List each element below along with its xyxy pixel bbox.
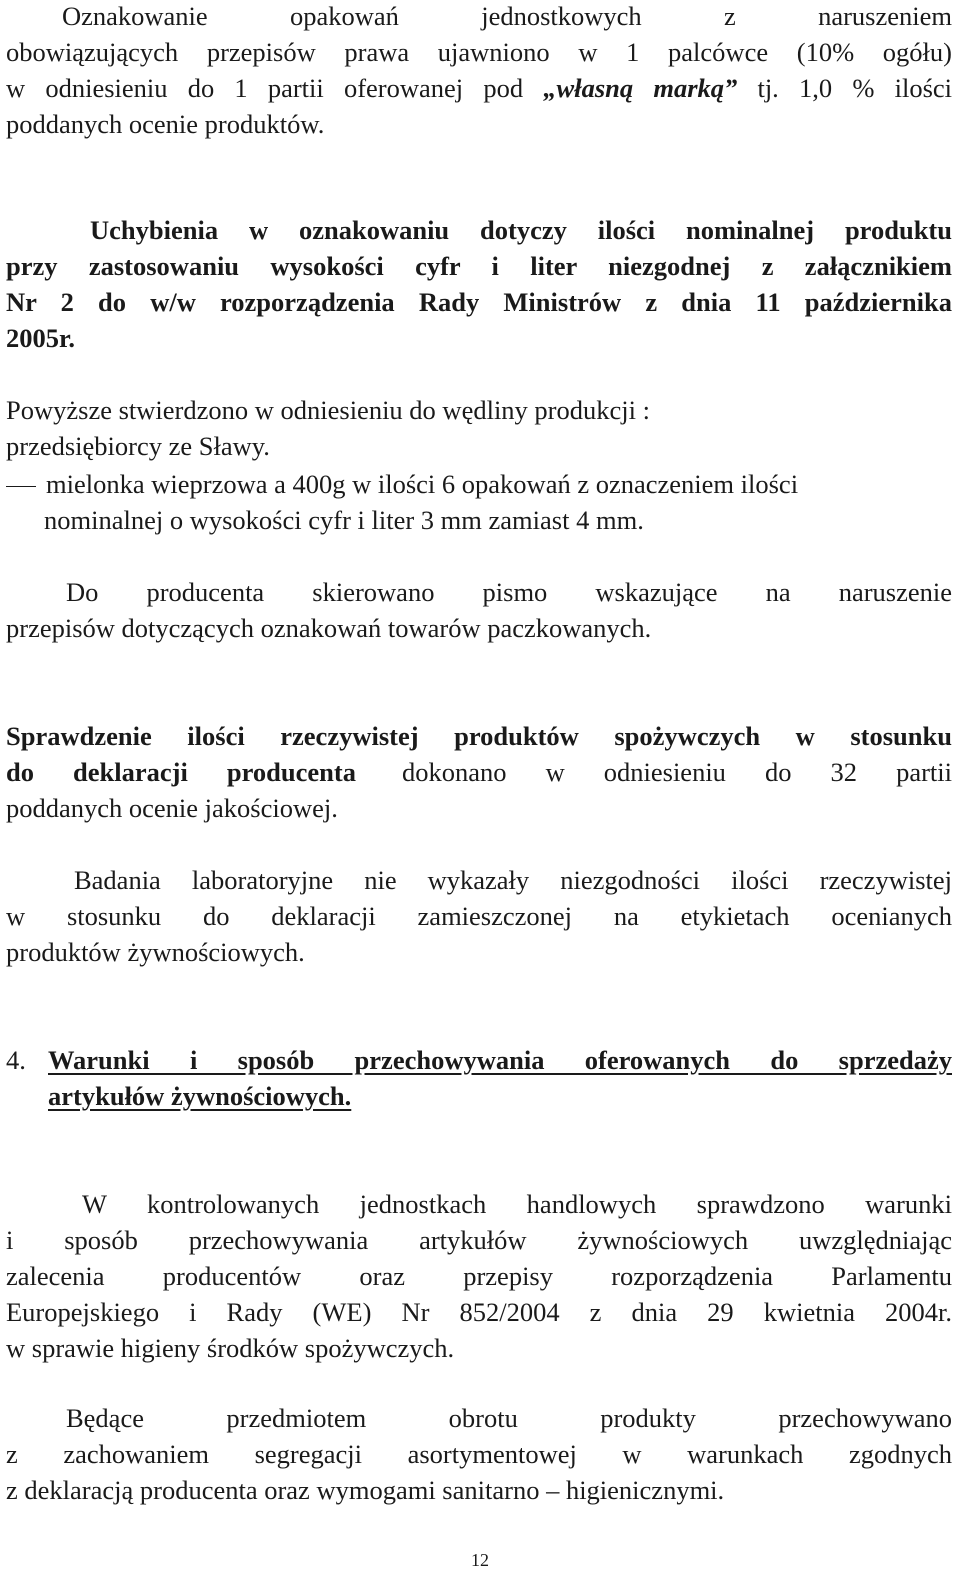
own-brand-phrase: „własną marką” xyxy=(543,73,738,103)
paragraph-segregation xyxy=(6,1400,952,1508)
p7-line5: w sprawie higieny środków spożywczych. xyxy=(6,1333,455,1363)
p5-line2-bold: do deklaracji producenta xyxy=(6,757,356,787)
paragraph-labeling-deficiency xyxy=(6,212,952,356)
p8-line1: Będące przedmiotem obrotu produkty przechowywano xyxy=(66,1403,952,1433)
section-number: 4. xyxy=(6,1045,26,1075)
p4-line2: przepisów dotyczących oznakowań towarów paczkowanych. xyxy=(6,613,652,643)
section-title-line1: Warunki i sposób przechowywania oferowanych do sprzedaży xyxy=(48,1045,952,1075)
p6-line2: w stosunku do deklaracji zamieszczonej na etykietach ocenianych xyxy=(6,901,952,931)
paragraph-lab-results xyxy=(6,862,952,970)
dash-bullet xyxy=(6,486,36,487)
p1-line3a: w odniesieniu do 1 partii oferowanej pod xyxy=(6,73,544,103)
p6-line3: produktów żywnościowych. xyxy=(6,937,305,967)
section-title-line2: artykułów żywnościowych. xyxy=(48,1081,352,1111)
bullet-line2: nominalnej o wysokości cyfr i liter 3 mm zamiast 4 mm. xyxy=(44,505,644,535)
p3-line1: Powyższe stwierdzono w odniesieniu do wędliny produkcji : xyxy=(6,395,650,425)
p2-line1: Uchybienia w oznakowaniu dotyczy ilości nominalnej produktu xyxy=(90,215,952,245)
p1-line4: poddanych ocenie produktów. xyxy=(6,109,325,139)
page-number: 12 xyxy=(471,1550,489,1570)
p1-line3c: tj. 1,0 % ilości xyxy=(737,73,953,103)
p7-line4: Europejskiego i Rady (WE) Nr 852/2004 z dnia 29 kwietnia 2004r. xyxy=(6,1297,952,1327)
paragraph-letter-to-producer xyxy=(6,574,952,646)
paragraph-storage-conditions xyxy=(6,1186,952,1366)
list-item-meat-product xyxy=(6,466,952,538)
p8-line2: z zachowaniem segregacji asortymentowej w warunkach zgodnych xyxy=(6,1439,952,1469)
p5-line1: Sprawdzenie ilości rzeczywistej produktów spożywczych w stosunku xyxy=(6,721,952,751)
paragraph-quantity-check xyxy=(6,718,952,826)
p2-line3: Nr 2 do w/w rozporządzenia Rady Ministrów z dnia 11 października xyxy=(6,287,952,317)
p5-line2-rest: dokonano w odniesieniu do 32 partii xyxy=(402,757,953,787)
p6-line1: Badania laboratoryjne nie wykazały niezgodności ilości rzeczywistej xyxy=(74,865,952,895)
paragraph-labeling-violations xyxy=(6,0,952,142)
p2-line2: przy zastosowaniu wysokości cyfr i liter niezgodnej z załącznikiem xyxy=(6,251,952,281)
p7-line3: zalecenia producentów oraz przepisy rozporządzenia Parlamentu xyxy=(6,1261,952,1291)
p2-line4: 2005r. xyxy=(6,323,75,353)
p7-line2: i sposób przechowywania artykułów żywnościowych uwzględniając xyxy=(6,1225,952,1255)
paragraph-finding xyxy=(6,392,952,464)
p7-line1: W kontrolowanych jednostkach handlowych sprawdzono warunki xyxy=(82,1189,952,1219)
p3-line2: przedsiębiorcy ze Sławy. xyxy=(6,431,270,461)
p1-line2: obowiązujących przepisów prawa ujawniono w 1 palcówce (10% ogółu) xyxy=(6,37,952,67)
p5-line3: poddanych ocenie jakościowej. xyxy=(6,793,338,823)
p8-line3: z deklaracją producenta oraz wymogami sanitarno – higienicznymi. xyxy=(6,1475,725,1505)
p4-line1: Do producenta skierowano pismo wskazujące na naruszenie xyxy=(66,577,952,607)
bullet-line1: mielonka wieprzowa a 400g w ilości 6 opakowań z oznaczeniem ilości xyxy=(46,469,799,499)
section-heading-4 xyxy=(6,1042,952,1114)
p1-line1: Oznakowanie opakowań jednostkowych z naruszeniem xyxy=(62,1,952,31)
